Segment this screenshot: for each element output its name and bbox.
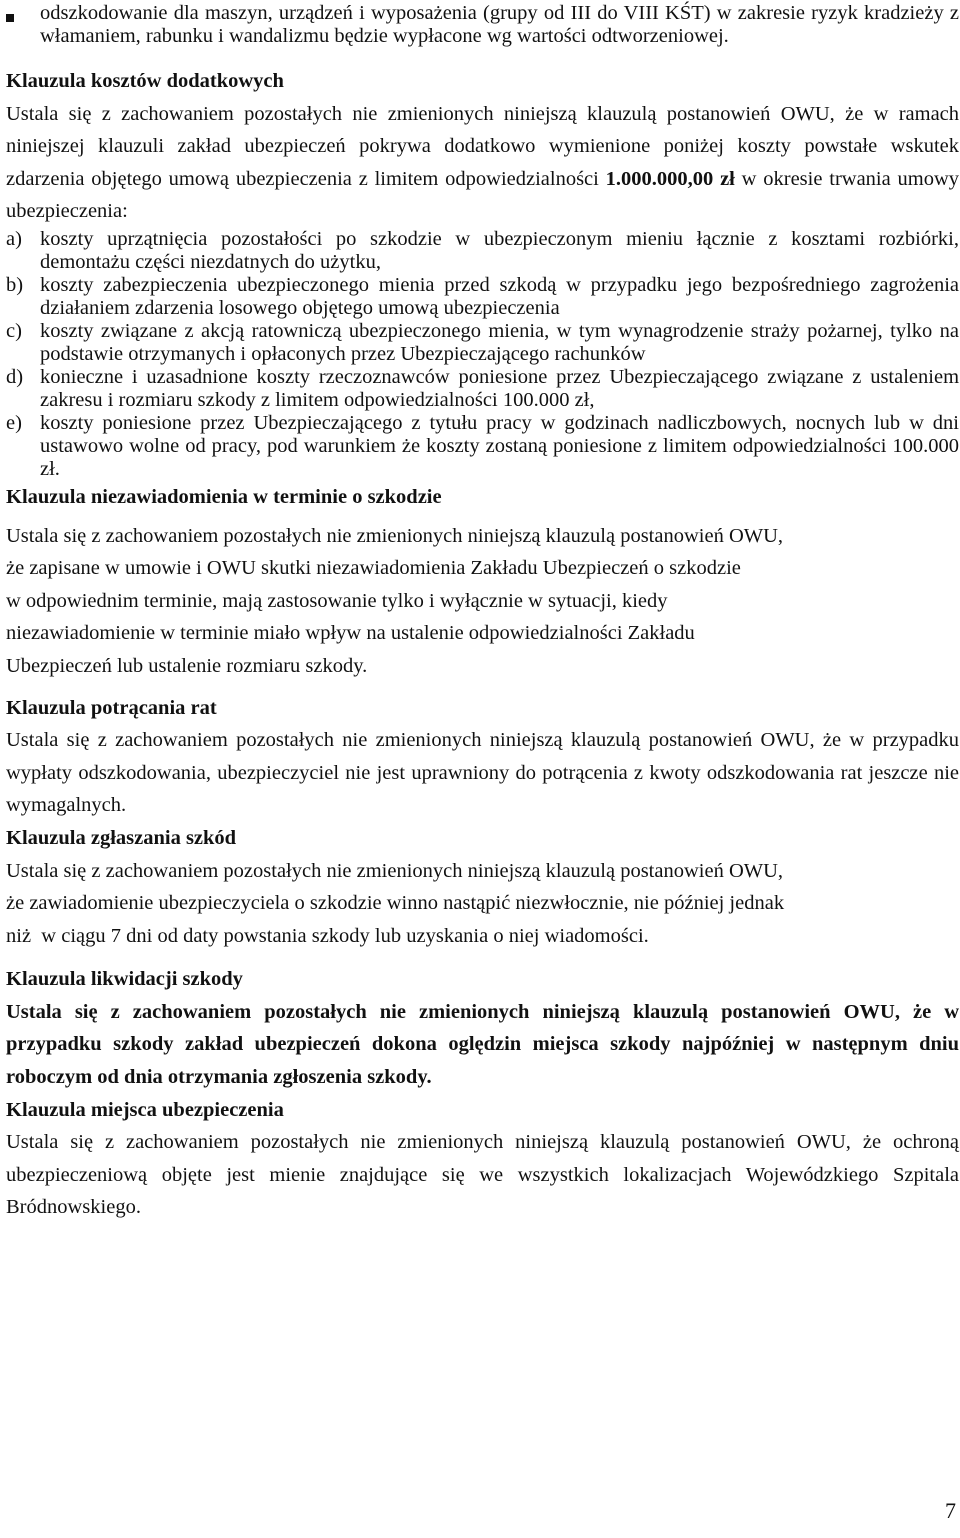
list-text: koszty zabezpieczenia ubezpieczonego mienia przed szkodą w przypadku jego bezpośredniego zagrożenia działaniem zdarzenia losowego objętego umową ubezpieczenia — [40, 273, 959, 319]
paragraph-klauzula-kosztow: Ustala się z zachowaniem pozostałych nie zmienionych niniejszą klauzulą postanowień OWU, że w ramach niniejszej klauzuli zakład ubezpieczeń pokrywa dodatkowo wymienione poniżej koszty powstałe wskutek zdarzenia objętego umową ubezpieczenia z limitem odpowiedzialności 1.000.000,00 zł w okresie trwania umowy ubezpieczenia: — [6, 102, 960, 223]
heading-klauzula-niezawiadomienia: Klauzula niezawiadomienia w terminie o szkodzie — [6, 485, 442, 508]
list-label: d) — [6, 365, 24, 388]
heading-klauzula-kosztow: Klauzula kosztów dodatkowych — [6, 70, 284, 92]
bullet-text: odszkodowanie dla maszyn, urządzeń i wyposażenia (grupy od III do VIII KŚT) w zakresie ryzyk kradzieży z włamaniem, rabunku i wandalizmu będzie wypłacone wg wartości odtworzeniowej. — [40, 2, 959, 47]
heading-klauzula-miejsca: Klauzula miejsca ubezpieczenia — [6, 1098, 284, 1121]
paragraph-klauzula-likwidacji: Ustala się z zachowaniem pozostałych nie zmienionych niniejszą klauzulą postanowień OWU, że w przypadku szkody zakład ubezpieczeń dokona oględzin miejsca szkody najpóźniej w następnym dniu roboczym od dnia otrzymania zgłoszenia szkody. — [6, 1000, 960, 1089]
heading-klauzula-zglaszania: Klauzula zgłaszania szkód — [6, 826, 237, 849]
list-label: a) — [6, 227, 22, 250]
list-text: koszty poniesione przez Ubezpieczającego z tytułu pracy w godzinach nadliczbowych, nocnych lub w dni ustawowo wolne od pracy, pod warunkiem że koszty zostaną poniesione z limitem odpowiedzialności 100.000 zł. — [40, 411, 960, 480]
list-text: konieczne i uzasadnione koszty rzeczoznawców poniesione przez Ubezpieczającego związane z ustaleniem zakresu i rozmiaru szkody z limitem odpowiedzialności 100.000 zł, — [40, 365, 960, 411]
list-item-c — [6, 320, 959, 366]
list-item-b — [6, 274, 959, 320]
document-page — [6, 2, 959, 1224]
list-label: c) — [6, 319, 22, 342]
paragraph-klauzula-niezawiadomienia: Ustala się z zachowaniem pozostałych nie zmienionych niniejszą klauzulą postanowień OWU, że zapisane w umowie i OWU skutki niezawiadomienia Zakładu Ubezpieczeń o szkodzie w odpowiednim terminie, mają zastosowanie tylko i wyłącznie w sytuacji, kiedy niezawiadomienie w terminie miało wpływ na ustalenie odpowiedzialności Zakładu Ubezpieczeń lub ustalenie rozmiaru szkody. — [6, 524, 784, 677]
list-item-d — [6, 366, 959, 412]
list-text: koszty związane z akcją ratowniczą ubezpieczonego mienia, w tym wynagrodzenie straży pożarnej, tylko na podstawie otrzymanych i opłaconych przez Ubezpieczającego rachunków — [40, 319, 960, 365]
list-label: e) — [6, 411, 22, 434]
list-label: b) — [6, 273, 24, 296]
limit-amount: 1.000.000,00 zł — [605, 167, 735, 190]
heading-klauzula-likwidacji: Klauzula likwidacji szkody — [6, 968, 243, 991]
bullet-list-item — [6, 2, 959, 48]
page-number: 7 — [945, 1498, 956, 1523]
paragraph-klauzula-miejsca: Ustala się z zachowaniem pozostałych nie zmienionych niniejszą klauzulą postanowień OWU, że ochroną ubezpieczeniową objęte jest mienie znajdujące się we wszystkich lokalizacjach Wojewódzkiego Szpitala Bródnowskiego. — [6, 1131, 960, 1219]
paragraph-klauzula-zglaszania: Ustala się z zachowaniem pozostałych nie zmienionych niniejszą klauzulą postanowień OWU, że zawiadomienie ubezpieczyciela o szkodzie winno nastąpić niezwłocznie, nie później jednak niż w ciągu 7 dni od daty powstania szkody lub uzyskania o niej wiadomości. — [6, 859, 785, 947]
list-item-e — [6, 412, 959, 481]
square-bullet-icon — [6, 14, 14, 22]
paragraph-klauzula-potracania: Ustala się z zachowaniem pozostałych nie zmienionych niniejszą klauzulą postanowień OWU, że w przypadku wypłaty odszkodowania, ubezpieczyciel nie jest uprawniony do potrącenia z kwoty odszkodowania rat jeszcze nie wymagalnych. — [6, 729, 960, 817]
list-item-a — [6, 228, 959, 274]
heading-klauzula-potracania: Klauzula potrącania rat — [6, 696, 217, 719]
list-text: koszty uprzątnięcia pozostałości po szkodzie w ubezpieczonym mieniu łącznie z kosztami rozbiórki, demontażu części niezdatnych do użytku, — [40, 227, 960, 273]
